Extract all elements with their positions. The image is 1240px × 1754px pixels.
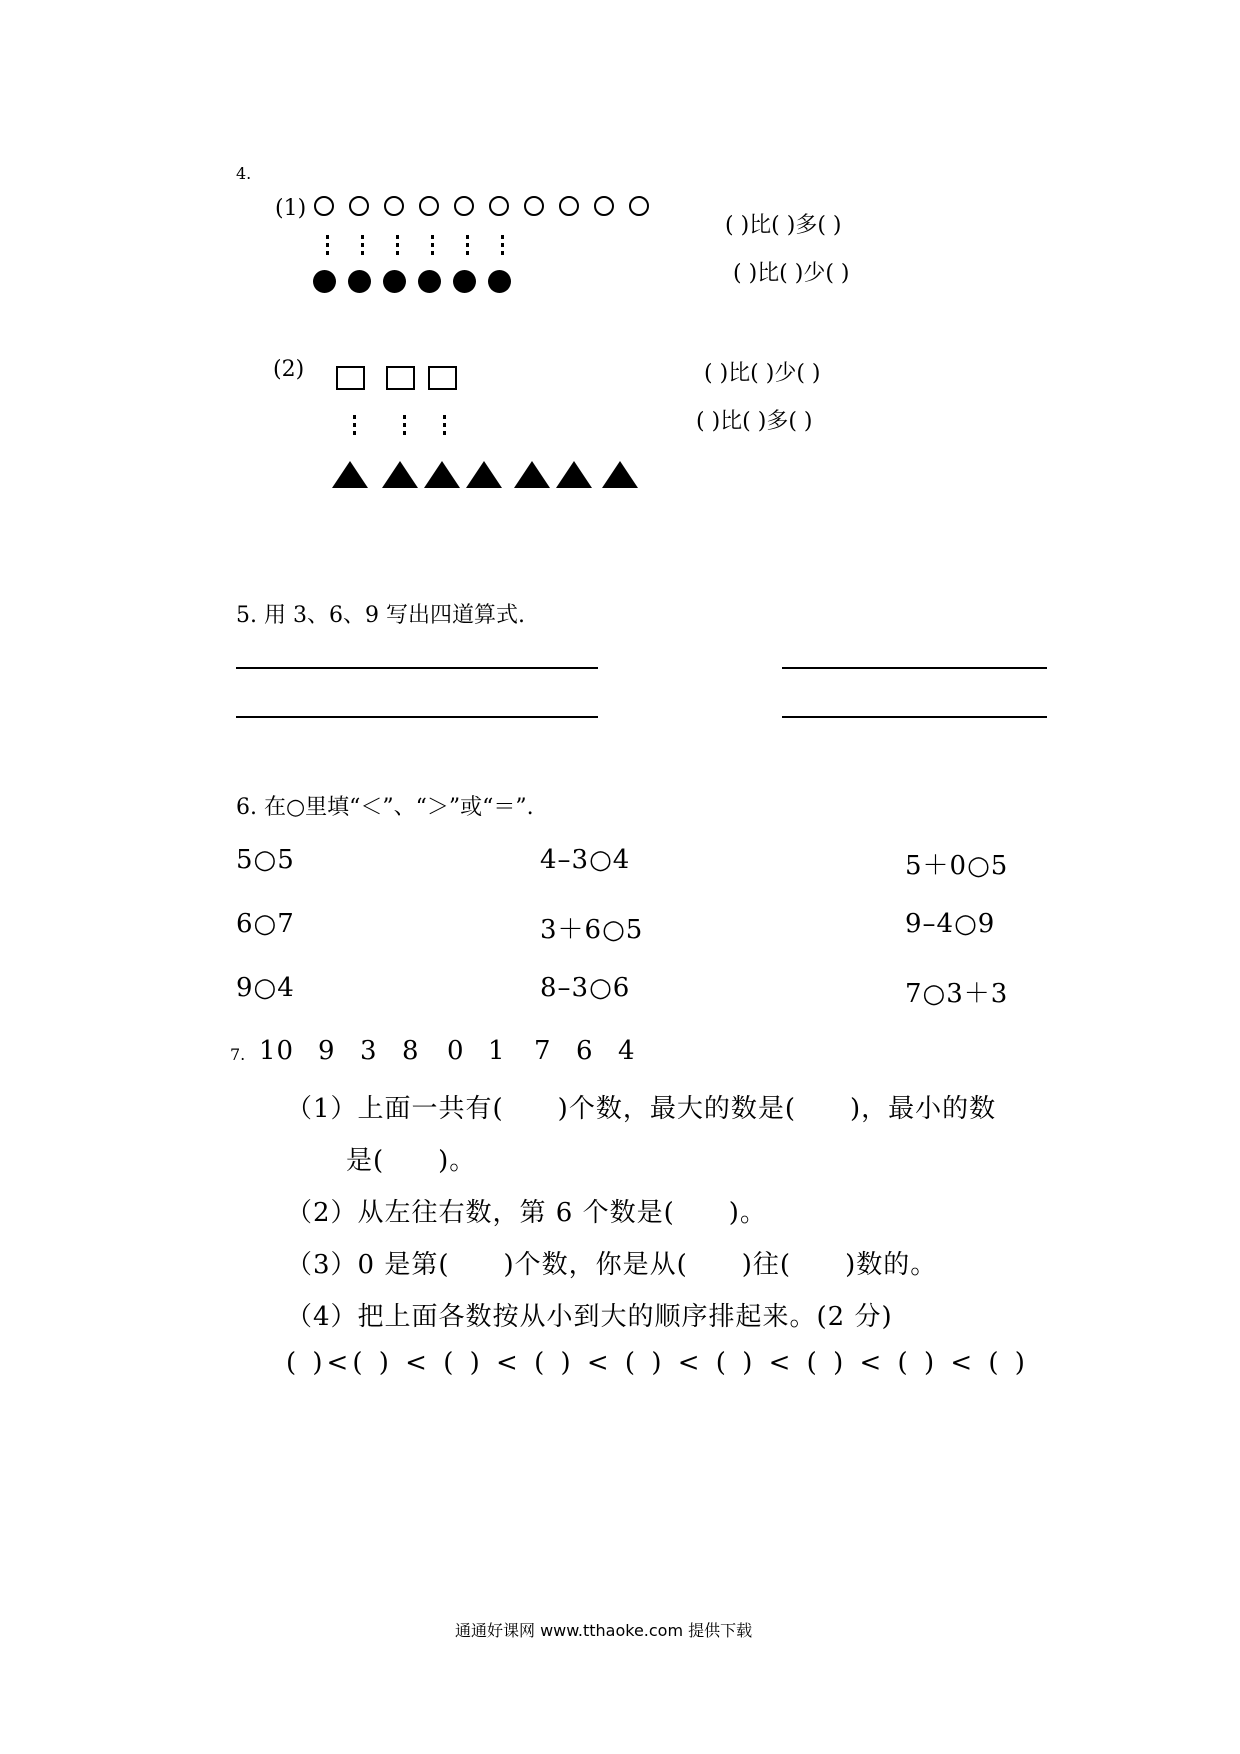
q6-item: 5○5 — [236, 845, 295, 875]
q7-num: 10 — [259, 1036, 295, 1066]
filled-circle-icon — [383, 270, 406, 293]
q4-part1-label: (1) — [275, 196, 307, 221]
dotted-line-icon — [396, 235, 399, 255]
q7-sub4: （4）把上面各数按从小到大的顺序排起来。(2 分) — [286, 1302, 893, 1332]
dotted-line-icon — [443, 415, 446, 435]
dotted-line-icon — [403, 415, 406, 435]
square-icon — [386, 366, 415, 390]
open-circle-icon — [524, 196, 544, 216]
open-circle-icon — [594, 196, 614, 216]
q6-item: 6○7 — [236, 909, 295, 939]
q4-part1-line2: ( )比( )少( ) — [733, 261, 850, 286]
footer-text: 通通好课网 www.tthaoke.com 提供下载 — [455, 1621, 753, 1640]
triangle-icon — [424, 461, 460, 488]
open-circle-icon — [629, 196, 649, 216]
q7-num: 9 — [318, 1036, 336, 1066]
dotted-line-icon — [466, 235, 469, 255]
q7-num: 0 — [447, 1036, 465, 1066]
q7-sub1-line2: 是( )。 — [346, 1146, 477, 1176]
q4-part2-line2: ( )比( )多( ) — [696, 409, 813, 434]
square-icon — [428, 366, 457, 390]
open-circle-icon — [384, 196, 404, 216]
dotted-line-icon — [361, 235, 364, 255]
triangle-icon — [382, 461, 418, 488]
q6-item: 4–3○4 — [540, 845, 631, 875]
q7-num: 3 — [360, 1036, 378, 1066]
dotted-line-icon — [431, 235, 434, 255]
square-icon — [336, 366, 365, 390]
q6-item: 3＋6○5 — [540, 915, 644, 945]
triangle-icon — [602, 461, 638, 488]
triangle-icon — [332, 461, 368, 488]
triangle-icon — [514, 461, 550, 488]
open-circle-icon — [454, 196, 474, 216]
filled-circle-icon — [348, 270, 371, 293]
q4-part2-line1: ( )比( )少( ) — [704, 361, 821, 386]
open-circle-icon — [559, 196, 579, 216]
q6-item: 9–4○9 — [905, 909, 996, 939]
triangle-icon — [556, 461, 592, 488]
q5-title: 5. 用 3、6、9 写出四道算式. — [236, 603, 525, 628]
open-circle-icon — [489, 196, 509, 216]
q4-part1-line1: ( )比( )多( ) — [725, 213, 842, 238]
open-circle-icon — [314, 196, 334, 216]
q6-item: 9○4 — [236, 973, 295, 1003]
filled-circle-icon — [453, 270, 476, 293]
q7-sub3: （3）0 是第( )个数，你是从( )往( )数的。 — [286, 1250, 938, 1280]
q6-item: 7○3＋3 — [905, 979, 1009, 1009]
q7-num: 4 — [618, 1036, 636, 1066]
q4-part2-label: (2) — [273, 357, 305, 382]
answer-line — [236, 716, 598, 718]
dotted-line-icon — [353, 415, 356, 435]
q7-sub1-line1: （1）上面一共有( )个数，最大的数是( )，最小的数 — [286, 1094, 997, 1124]
open-circle-icon — [349, 196, 369, 216]
filled-circle-icon — [488, 270, 511, 293]
q7-number: 7. — [230, 1045, 246, 1064]
dotted-line-icon — [501, 235, 504, 255]
filled-circle-icon — [313, 270, 336, 293]
answer-line — [236, 667, 598, 669]
q7-ordering-blanks: ( )<( ) < ( ) < ( ) < ( ) < ( ) < ( ) < ( ) < ( ) — [286, 1348, 1029, 1378]
triangle-icon — [466, 461, 502, 488]
q6-title: 6. 在○里填“＜”、“＞”或“＝”. — [236, 795, 534, 820]
q7-num: 6 — [576, 1036, 594, 1066]
q6-item: 8–3○6 — [540, 973, 631, 1003]
q7-sub2: （2）从左往右数，第 6 个数是( )。 — [286, 1198, 767, 1228]
q4-number: 4. — [236, 164, 252, 183]
q7-num: 7 — [534, 1036, 552, 1066]
q7-num: 8 — [402, 1036, 420, 1066]
filled-circle-icon — [418, 270, 441, 293]
q6-item: 5＋0○5 — [905, 851, 1009, 881]
dotted-line-icon — [326, 235, 329, 255]
q7-num: 1 — [488, 1036, 506, 1066]
answer-line — [782, 716, 1047, 718]
open-circle-icon — [419, 196, 439, 216]
answer-line — [782, 667, 1047, 669]
